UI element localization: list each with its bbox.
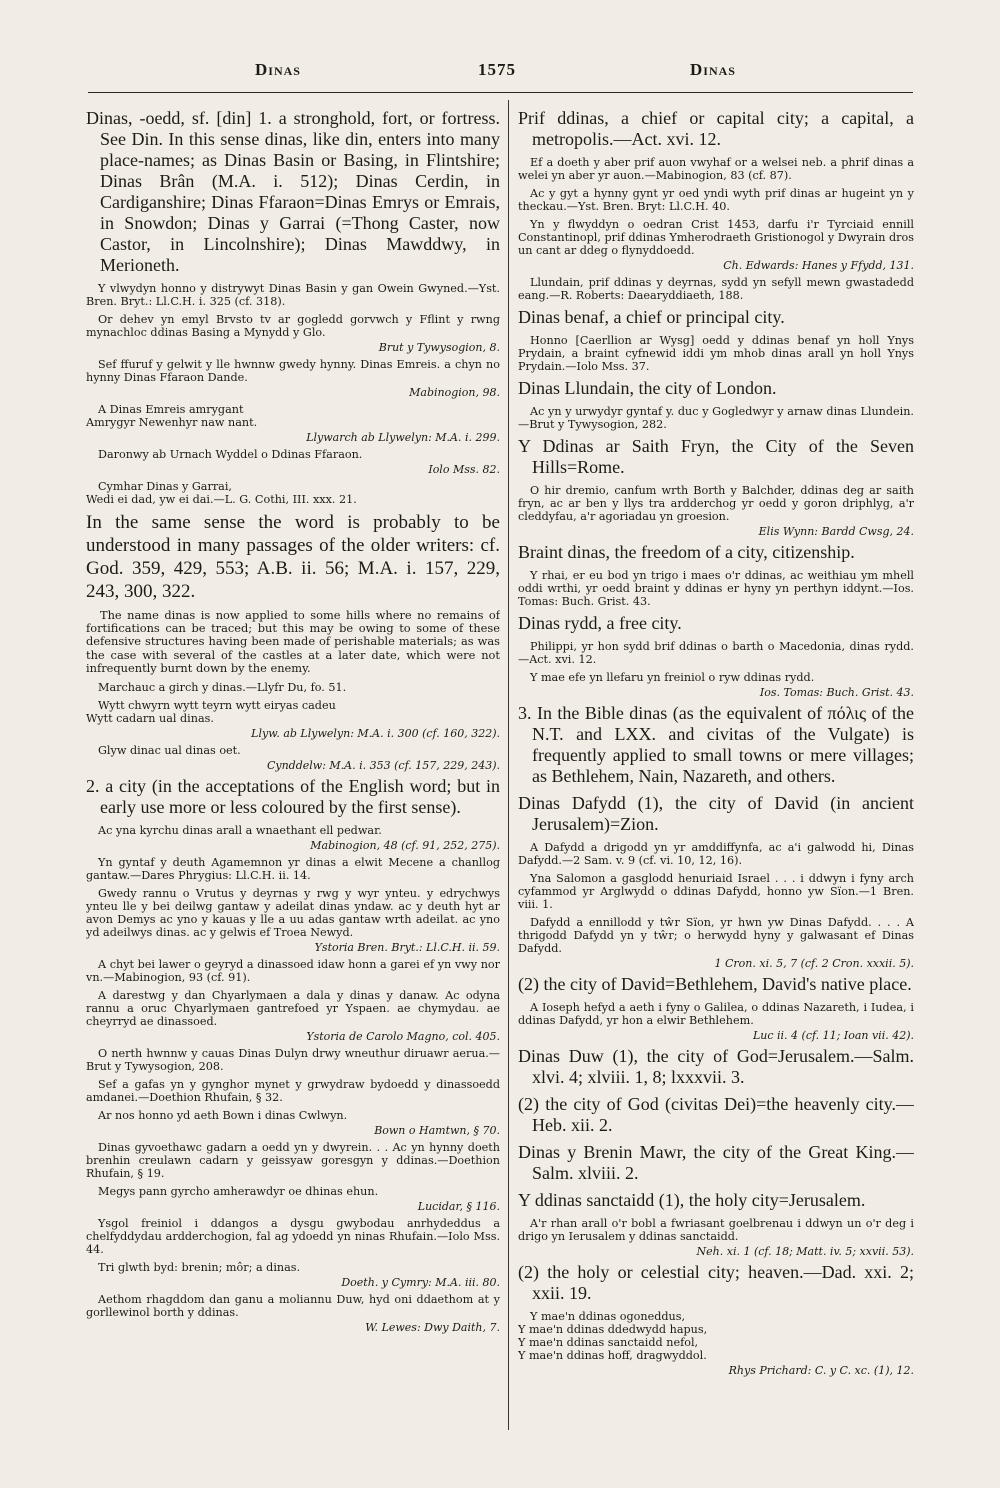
citation: Brut y Tywysogion, 8. — [378, 341, 500, 354]
citation: 1 Cron. xi. 5, 7 (cf. 2 Cron. xxxii. 5). — [714, 957, 914, 970]
note-paragraph: The name dinas is now applied to some hills where no remains of fortifications can be traced; but this may be owing to some of these defensive structures having been made of perishable materials; as was the case with several of the castles at a later date, which were not infrequently burnt down by the enemy. — [86, 608, 500, 675]
quotation: A Ioseph hefyd a aeth i fyny o Galilea, o ddinas Nazareth, i Iudea, i ddinas Dafydd, yr hon a elwir Bethlehem. — [518, 1001, 914, 1027]
citation: Doeth. y Cymry: M.A. iii. 80. — [341, 1276, 500, 1290]
citation: Cynddelw: M.A. i. 353 (cf. 157, 229, 243). — [266, 759, 500, 773]
definition-paragraph: Braint dinas, the freedom of a city, citizenship. — [518, 542, 855, 562]
citation: Rhys Prichard: C. y C. xc. (1), 12. — [728, 1364, 914, 1377]
citation: Ystoria Bren. Bryt.: Ll.C.H. ii. 59. — [314, 941, 500, 955]
citation: Llyw. ab Llywelyn: M.A. i. 300 (cf. 160, 322). — [251, 727, 500, 741]
definition-paragraph: Dinas rydd, a free city. — [518, 613, 682, 633]
quotation: A Dinas Emreis amrygant Amrygyr Newenhyr naw nant. — [86, 403, 258, 429]
quotation: Dafydd a ennillodd y tŵr Sïon, yr hwn yw Dinas Dafydd. . . . A thrigodd Dafydd yn y tŵr; o herwydd hyny y galwasant ef Dinas Dafydd. — [518, 916, 914, 955]
quotation: Ef a doeth y aber prif auon vwyhaf or a welsei neb. a phrif dinas a welei yn aber yr auon.—Mabinogion, 83 (cf. 87). — [518, 156, 914, 182]
definition-paragraph: Y Ddinas ar Saith Fryn, the City of the Seven Hills=Rome. — [518, 436, 914, 477]
quotation: Y mae'n ddinas ogoneddus, Y mae'n ddinas ddedwydd hapus, Y mae'n ddinas sanctaidd nefol, Y mae'n ddinas hoff, dragwyddol. — [518, 1310, 708, 1362]
quotation: Ac yna kyrchu dinas arall a wnaethant ell pedwar. — [98, 824, 382, 838]
citation: Luc ii. 4 (cf. 11; Ioan vii. 42). — [752, 1029, 914, 1042]
quotation: Yn gyntaf y deuth Agamemnon yr dinas a elwit Mecene a chanllog gantaw.—Dares Phrygius: Ll.C.H. ii. 14. — [86, 856, 500, 883]
quotation: Y vlwydyn honno y distrywyt Dinas Basin y gan Owein Gwyned.—Yst. Bren. Bryt.: Ll.C.H. i. 325 (cf. 318). — [86, 282, 500, 308]
citation: Mabinogion, 98. — [409, 386, 500, 399]
left-column — [86, 108, 500, 1428]
header-right-headword: Dinas — [690, 60, 736, 79]
quotation: O nerth hwnnw y cauas Dinas Dulyn drwy wneuthur diruawr aerua.—Brut y Tywysogion, 208. — [86, 1047, 500, 1074]
quotation: Y mae efe yn llefaru yn freiniol o ryw ddinas rydd. — [530, 671, 815, 684]
quotation: Marchauc a girch y dinas.—Llyfr Du, fo. 51. — [98, 681, 347, 695]
quotation: Megys pann gyrcho amherawdyr oe dhinas ehun. — [98, 1185, 379, 1199]
quotation: Ac yn y urwydyr gyntaf y. duc y Gogledwyr y arnaw dinas Llundein.—Brut y Tywysogion, 282. — [518, 405, 914, 431]
quotation: Sef a gafas yn y gynghor mynet y grwydraw bydoedd y dinassoedd amdanei.—Doethion Rhufain, § 32. — [86, 1078, 500, 1105]
citation: Ios. Tomas: Buch. Grist. 43. — [759, 686, 914, 699]
header-rule — [88, 92, 913, 93]
quotation: Yn y flwyddyn o oedran Crist 1453, darfu i'r Tyrciaid ennill Constantinopl, prif ddinas Ymherodraeth Gristionogol y Dwyrain dros un cant ar ddeg o flynyddoedd. — [518, 218, 914, 257]
page-number: 1575 — [478, 60, 516, 79]
quotation: A'r rhan arall o'r bobl a fwriasant goelbrenau i ddwyn un o'r deg i drigo yn Ierusalem y ddinas sanctaidd. — [518, 1217, 914, 1243]
quotation: Cymhar Dinas y Garrai, Wedi ei dad, yw ei dai.—L. G. Cothi, III. xxx. 21. — [86, 480, 357, 506]
citation: Llywarch ab Llywelyn: M.A. i. 299. — [306, 431, 500, 444]
quotation: Glyw dinac ual dinas oet. — [98, 744, 241, 758]
citation: Iolo Mss. 82. — [428, 463, 500, 476]
quotation: Daronwy ab Urnach Wyddel o Ddinas Ffaraon. — [98, 448, 363, 461]
definition-paragraph: In the same sense the word is probably to be understood in many passages of the older writers: cf. God. 359, 429, 553; A.B. ii. 56; M.A. i. 157, 229, 243, 300, 322. — [86, 512, 500, 602]
definition-paragraph: Dinas benaf, a chief or principal city. — [518, 307, 785, 327]
quotation: Yna Salomon a gasglodd henuriaid Israel . . . i ddwyn i fyny arch cyfammod yr Arglwydd o ddinas Dafydd, honno yw Sïon.—1 Bren. viii. 1. — [518, 872, 914, 911]
quotation: Sef ffuruf y gelwit y lle hwnnw gwedy hynny. Dinas Emreis. a chyn no hynny Dinas Ffaraon Dande. — [86, 358, 500, 384]
definition-paragraph: Prif ddinas, a chief or capital city; a capital, a metropolis.—Act. xvi. 12. — [518, 108, 914, 149]
quotation: A chyt bei lawer o geyryd a dinassoed idaw honn a garei ef yn vwy nor vn.—Mabinogion, 93 (cf. 91). — [86, 958, 500, 985]
quotation: Ysgol freiniol i ddangos a dysgu gwybodau anrhydeddus a chelfyddydau ardderchogion, fal ag ydoedd yn ninas Rhufain.—Iolo Mss. 44. — [86, 1217, 500, 1257]
definition-paragraph: Y ddinas sanctaidd (1), the holy city=Jerusalem. — [518, 1190, 866, 1210]
page-header — [40, 60, 960, 90]
quotation: Llundain, prif ddinas y deyrnas, sydd yn sefyll mewn gwastadedd eang.—R. Roberts: Daearyddiaeth, 188. — [518, 276, 914, 302]
definition-paragraph: Dinas, -oedd, sf. [din] 1. a stronghold, fort, or fortress. See Din. In this sense dinas, like din, enters into many place-names; as Dinas Basin or Basing, in Flintshire; Dinas Brân (M.A. i. 512); Dinas Cerdin, in Cardiganshire; Dinas Ffaraon=Dinas Emrys or Emrais, in Snowdon; Dinas y Garrai (=Thong Caster, now Castor, in Lincolnshire); Dinas Mawddwy, in Merioneth. — [86, 108, 500, 275]
quotation: Honno [Caerllion ar Wysg] oedd y ddinas benaf yn holl Ynys Prydain, a braint cyfnewid iddi ym mhob dinas arall yn holl Ynys Prydain.—Iolo Mss. 37. — [518, 334, 914, 373]
quotation: Y rhai, er eu bod yn trigo i maes o'r ddinas, ac weithiau ym mhell oddi wrthi, yr oedd braint y ddinas er hyny yn perthyn iddynt.—Ios. Tomas: Buch. Grist. 43. — [518, 569, 914, 608]
citation: W. Lewes: Dwy Daith, 7. — [365, 1321, 500, 1335]
definition-paragraph: 2. a city (in the acceptations of the English word; but in early use more or less coloured by the first sense). — [86, 776, 500, 818]
citation: Elis Wynn: Bardd Cwsg, 24. — [758, 525, 914, 538]
header-left-headword: Dinas — [255, 60, 301, 79]
quotation: Aethom rhagddom dan ganu a moliannu Duw, hyd oni ddaethom at y gorllewinol borth y ddinas. — [86, 1293, 500, 1320]
definition-paragraph: Dinas Dafydd (1), the city of David (in ancient Jerusalem)=Zion. — [518, 793, 914, 834]
quotation: Or dehev yn emyl Brvsto tv ar gogledd gorvwch y Fflint y rwng mynachloc ddinas Basing a Mynydd y Glo. — [86, 313, 500, 339]
quotation: Tri glwth byd: brenin; môr; a dinas. — [98, 1261, 301, 1275]
citation: Ch. Edwards: Hanes y Ffydd, 131. — [723, 259, 914, 272]
quotation: O hir dremio, canfum wrth Borth y Balchder, ddinas deg ar saith fryn, ac ar ben y llys tra ardderchog yr oedd y goron driphlyg, a'r cleddyfau, a'r agoriadau yn groesion. — [518, 484, 914, 523]
definition-paragraph: (2) the holy or celestial city; heaven.—Dad. xxi. 2; xxii. 19. — [518, 1262, 914, 1303]
citation: Neh. xi. 1 (cf. 18; Matt. iv. 5; xxvii. 53). — [696, 1245, 914, 1258]
quotation: Wytt chwyrn wytt teyrn wytt eiryas cadeu Wytt cadarn ual dinas. — [86, 699, 336, 726]
citation: Lucidar, § 116. — [417, 1200, 500, 1214]
citation: Mabinogion, 48 (cf. 91, 252, 275). — [310, 839, 500, 853]
citation: Ystoria de Carolo Magno, col. 405. — [306, 1030, 500, 1044]
quotation: Philippi, yr hon sydd brif ddinas o barth o Macedonia, dinas rydd.—Act. xvi. 12. — [518, 640, 914, 666]
definition-paragraph: (2) the city of David=Bethlehem, David's native place. — [518, 974, 912, 994]
quotation: A Dafydd a drigodd yn yr amddiffynfa, ac a'i galwodd hi, Dinas Dafydd.—2 Sam. v. 9 (cf. vi. 10, 12, 16). — [518, 841, 914, 867]
definition-paragraph: (2) the city of God (civitas Dei)=the heavenly city.—Heb. xii. 2. — [518, 1094, 914, 1135]
definition-paragraph: Dinas Llundain, the city of London. — [518, 378, 777, 398]
right-column — [518, 108, 914, 1428]
citation: Bown o Hamtwn, § 70. — [374, 1124, 500, 1138]
quotation: Dinas gyvoethawc gadarn a oedd yn y dwyrein. . . Ac yn hynny doeth brenhin creulawn cadarn y geissyaw goresgyn y ddinas.—Doethion Rhufain, § 19. — [86, 1141, 500, 1181]
column-divider — [508, 100, 509, 1430]
definition-paragraph: Dinas Duw (1), the city of God=Jerusalem.—Salm. xlvi. 4; xlviii. 1, 8; lxxxvii. 3. — [518, 1046, 914, 1087]
definition-paragraph: Dinas y Brenin Mawr, the city of the Great King.—Salm. xlviii. 2. — [518, 1142, 914, 1183]
quotation: Ar nos honno yd aeth Bown i dinas Cwlwyn. — [98, 1109, 348, 1123]
quotation: Ac y gyt a hynny gynt yr oed yndi wyth prif dinas ar hugeint yn y theckau.—Yst. Bren. Bryt: Ll.C.H. 40. — [518, 187, 914, 213]
quotation: A darestwg y dan Chyarlymaen a dala y dinas y danaw. Ac odyna rannu a oruc Chyarlymaen gantrefoed yr Yspaen. ae chymydau. ae cheyrryd ae dinassoed. — [86, 989, 500, 1029]
definition-paragraph: 3. In the Bible dinas (as the equivalent of πόλις of the N.T. and LXX. and civitas of the Vulgate) is frequently applied to small towns or mere villages; as Bethlehem, Nain, Nazareth, and others. — [518, 703, 914, 786]
quotation: Gwedy rannu o Vrutus y deyrnas y rwg y wyr ynteu. y edrychwys ynteu lle y bei deilwg gantaw y adeilat dinas yndaw. ac y deuth hyt ar avon Demys ac yno y kauas y lle a uu adas gantaw wrth adeilat. ac yno yd adeilwys dinas. ac y gelwis ef Troea Newyd. — [86, 887, 500, 940]
